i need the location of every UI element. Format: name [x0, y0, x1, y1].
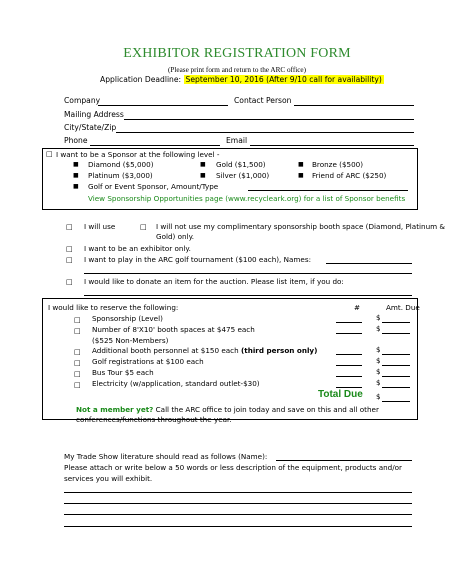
electricity-amt[interactable] [382, 387, 410, 388]
company-label: Company [64, 96, 101, 105]
golf-names-field-2[interactable] [84, 273, 412, 274]
will-not-use-checkbox[interactable]: □ [140, 222, 147, 231]
electricity-qty[interactable] [336, 387, 362, 388]
friend-checkbox[interactable]: ■ [298, 172, 304, 179]
personnel-bold: (third person only) [241, 346, 318, 355]
will-not-use-label: I will not use my complimentary sponsorship booth space (Diamond, Platinum & [156, 222, 446, 231]
friend-label: Friend of ARC ($250) [312, 171, 387, 180]
contact-person-field[interactable] [294, 105, 414, 106]
reserve-item-bus: Bus Tour $5 each [92, 368, 154, 377]
literature-name-label: My Trade Show literature should read as follows (Name): [64, 452, 268, 461]
total-dollar: $ [376, 392, 381, 401]
literature-field-2[interactable] [64, 503, 412, 504]
mailing-address-label: Mailing Address [64, 110, 124, 119]
booth-amt[interactable] [382, 333, 410, 334]
literature-field-1[interactable] [64, 492, 412, 493]
member-note-bold: Not a member yet? [76, 405, 154, 414]
booth-checkbox[interactable]: □ [74, 326, 81, 335]
sponsorship-checkbox[interactable]: □ [74, 315, 81, 324]
phone-field[interactable] [90, 145, 220, 146]
will-use-label: I will use [84, 222, 116, 231]
email-label: Email [226, 136, 248, 145]
reserve-item-nonmember: ($525 Non-Members) [92, 336, 169, 345]
member-note-rest: Call the ARC office to join today and save on this and all other [155, 405, 379, 414]
bus-tour-qty[interactable] [336, 376, 362, 377]
literature-field-4[interactable] [64, 526, 412, 527]
deadline-row [100, 75, 384, 84]
reserve-item-booth: Number of 8'X10' booth spaces at $475 each [92, 325, 255, 334]
golf-checkbox[interactable]: □ [66, 255, 73, 264]
company-field[interactable] [98, 105, 228, 106]
exhibitor-checkbox[interactable]: □ [66, 244, 73, 253]
reserve-item-personnel [92, 346, 317, 355]
diamond-checkbox[interactable]: ■ [73, 161, 79, 168]
will-not-use-label-2: Gold) only. [156, 232, 195, 241]
mailing-address-field[interactable] [124, 119, 414, 120]
literature-name-field[interactable] [276, 460, 412, 461]
bus-tour-dollar: $ [376, 367, 381, 376]
reserve-intro: I would like to reserve the following: [48, 303, 179, 312]
sponsorship-dollar: $ [376, 313, 381, 322]
golf-reg-qty[interactable] [336, 365, 362, 366]
form-title: EXHIBITOR REGISTRATION FORM [123, 46, 351, 61]
personnel-label: Additional booth personnel at $150 each [92, 346, 239, 355]
reserve-item-sponsorship: Sponsorship (Level) [92, 314, 163, 323]
bronze-checkbox[interactable]: ■ [298, 161, 304, 168]
personnel-amt[interactable] [382, 354, 410, 355]
total-amt[interactable] [382, 401, 410, 402]
member-note-line2: conferences/functions throughout the year. [76, 415, 232, 424]
city-state-zip-label: City/State/Zip [64, 123, 117, 132]
platinum-checkbox[interactable]: ■ [73, 172, 79, 179]
sponsorship-qty[interactable] [336, 322, 362, 323]
golf-sponsor-label: Golf or Event Sponsor, Amount/Type [88, 182, 219, 191]
personnel-checkbox[interactable]: □ [74, 347, 81, 356]
col-number-header: # [354, 303, 361, 312]
personnel-dollar: $ [376, 345, 381, 354]
total-due-label: Total Due [318, 389, 363, 400]
sponsor-checkbox[interactable]: □ [46, 149, 53, 158]
literature-services-label: services you will exhibit. [64, 474, 153, 483]
sponsorship-amt[interactable] [382, 322, 410, 323]
platinum-label: Platinum ($3,000) [88, 171, 153, 180]
literature-description-label: Please attach or write below a 50 words or less description of the equipment, products and/or [64, 463, 403, 472]
diamond-label: Diamond ($5,000) [88, 160, 154, 169]
reserve-item-golf: Golf registrations at $100 each [92, 357, 204, 366]
golf-names-field-1[interactable] [326, 263, 412, 264]
reserve-item-electricity: Electricity (w/application, standard outlet-$30) [92, 379, 260, 388]
silver-label: Silver ($1,000) [216, 171, 270, 180]
donate-field[interactable] [84, 295, 412, 296]
bus-tour-checkbox[interactable]: □ [74, 369, 81, 378]
personnel-qty[interactable] [336, 354, 362, 355]
sponsor-intro: I want to be a Sponsor at the following level - [56, 150, 220, 159]
member-note [76, 405, 379, 414]
bus-tour-amt[interactable] [382, 376, 410, 377]
donate-label: I would like to donate an item for the auction. Please list item, if you do: [84, 277, 344, 286]
will-use-checkbox[interactable]: □ [66, 222, 73, 231]
golf-label: I want to play in the ARC golf tournament ($100 each), Names: [84, 255, 311, 264]
literature-field-3[interactable] [64, 514, 412, 515]
electricity-checkbox[interactable]: □ [74, 380, 81, 389]
gold-checkbox[interactable]: ■ [200, 161, 206, 168]
deadline-value: September 10, 2016 (After 9/10 call for availability) [185, 75, 382, 84]
booth-qty[interactable] [336, 333, 362, 334]
col-amount-header: Amt. Due [386, 303, 420, 312]
form-subtitle: (Please print form and return to the ARC office) [168, 66, 306, 74]
phone-label: Phone [64, 136, 88, 145]
contact-person-label: Contact Person [234, 96, 292, 105]
golf-reg-amt[interactable] [382, 365, 410, 366]
city-state-zip-field[interactable] [116, 132, 414, 133]
email-field[interactable] [250, 145, 414, 146]
booth-dollar: $ [376, 324, 381, 333]
view-sponsorship-link[interactable]: View Sponsorship Opportunities page (www.recycleark.org) for a list of Sponsor benefits [88, 194, 406, 203]
golf-reg-checkbox[interactable]: □ [74, 358, 81, 367]
golf-sponsor-checkbox[interactable]: ■ [73, 183, 79, 190]
exhibitor-label: I want to be an exhibitor only. [84, 244, 191, 253]
golf-sponsor-field[interactable] [248, 190, 408, 191]
silver-checkbox[interactable]: ■ [200, 172, 206, 179]
electricity-dollar: $ [376, 378, 381, 387]
gold-label: Gold ($1,500) [216, 160, 266, 169]
donate-checkbox[interactable]: □ [66, 277, 73, 286]
deadline-label: Application Deadline: [100, 75, 182, 84]
bronze-label: Bronze ($500) [312, 160, 364, 169]
golf-reg-dollar: $ [376, 356, 381, 365]
